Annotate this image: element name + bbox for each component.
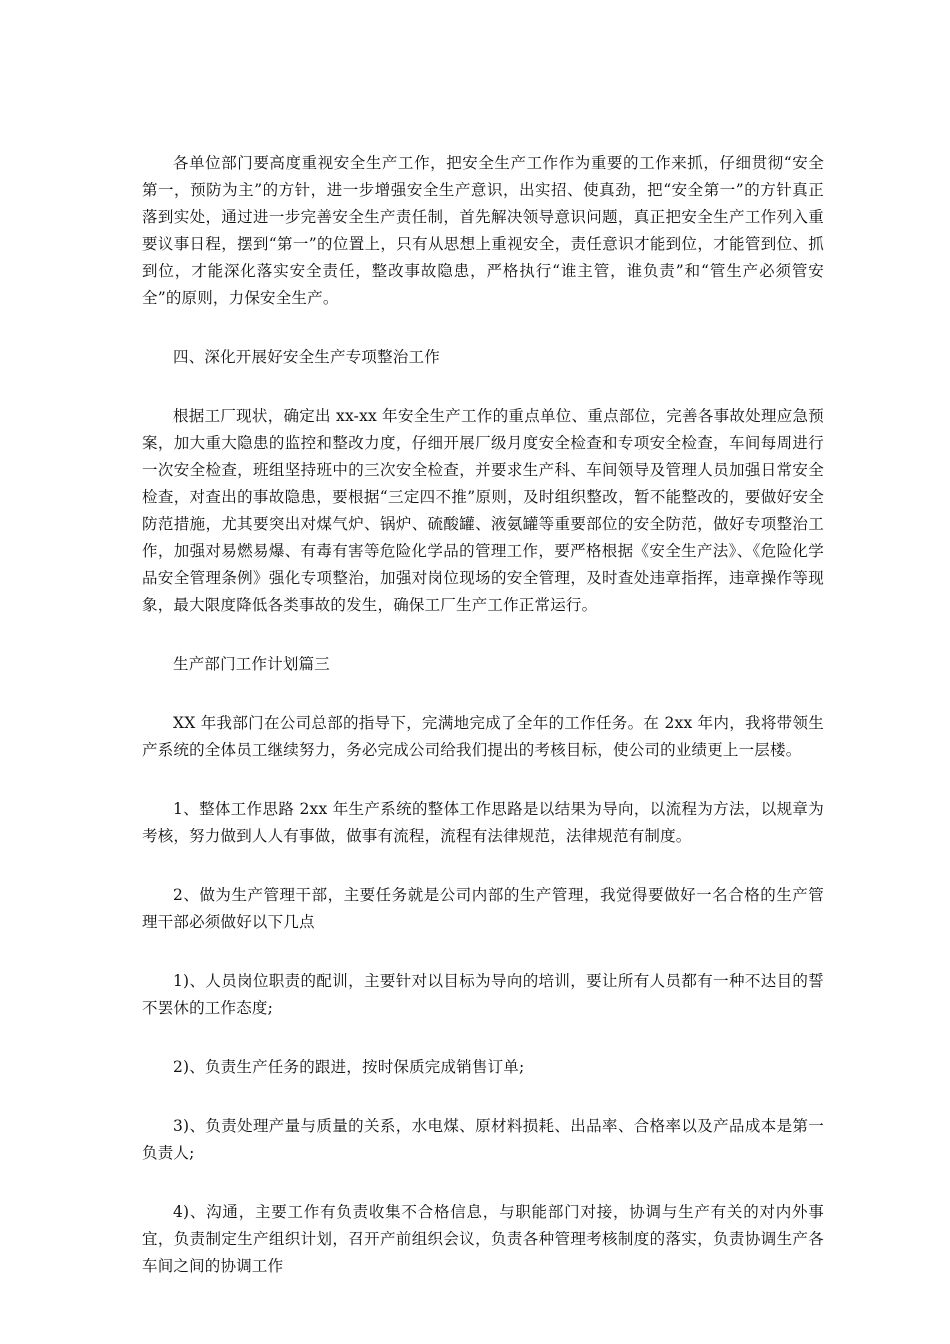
section-heading-special-rectification: 四、深化开展好安全生产专项整治工作 (173, 348, 440, 366)
document-body (142, 150, 824, 1312)
paragraph-special-rectification: 根据工厂现状，确定出 xx-xx 年安全生产工作的重点单位、重点部位，完善各事故处理应急预案，加大重大隐患的监控和整改力度，仔细开展厂级月度安全检查和专项安全检查，车间每周进行一次安全检查，班组坚持班中的三次安全检查，并要求生产科、车间领导及管理人员加强日常安全检查，对查出的事故隐患，要根据“三定四不推”原则，及时组织整改，暂不能整改的，要做好安全防范措施，尤其要突出对煤气炉、锅炉、硫酸罐、液氨罐等重要部位的安全防范，做好专项整治工作，加强对易燃易爆、有毒有害等危险化学品的管理工作，要严格根据《安全生产法》、《危险化学品安全管理条例》强化专项整治，加强对岗位现场的安全管理，及时查处违章指挥，违章操作等现象，最大限度降低各类事故的发生，确保工厂生产工作正常运行。 (142, 407, 824, 614)
paragraph-plan-intro: XX 年我部门在公司总部的指导下，完满地完成了全年的工作任务。在 2xx 年内，我将带领生产系统的全体员工继续努力，务必完成公司给我们提出的考核目标，使公司的业绩更上一层楼。 (142, 714, 824, 759)
section-heading-plan-part-three: 生产部门工作计划篇三 (173, 655, 331, 673)
paragraph-management-duties: 2、做为生产管理干部，主要任务就是公司内部的生产管理，我觉得要做好一名合格的生产管理干部必须做好以下几点 (142, 886, 824, 931)
list-item-quality-output: 3)、负责处理产量与质量的关系，水电煤、原材料损耗、出品率、合格率以及产品成本是第一负责人; (142, 1117, 824, 1162)
paragraph-overall-approach: 1、整体工作思路 2xx 年生产系统的整体工作思路是以结果为导向，以流程为方法，以规章为考核，努力做到人人有事做，做事有流程，流程有法律规范，法律规范有制度。 (142, 800, 824, 845)
list-item-training: 1)、人员岗位职责的配训，主要针对以目标为导向的培训，要让所有人员都有一种不达目的誓不罢休的工作态度; (142, 972, 824, 1017)
paragraph-safety-awareness: 各单位部门要高度重视安全生产工作，把安全生产工作作为重要的工作来抓，仔细贯彻“安全第一，预防为主”的方针，进一步增强安全生产意识，出实招、使真劲，把“安全第一”的方针真正落到实处，通过进一步完善安全生产责任制，首先解决领导意识问题，真正把安全生产工作列入重要议事日程，摆到“第一”的位置上，只有从思想上重视安全，责任意识才能到位，才能管到位、抓到位，才能深化落实安全责任，整改事故隐患，严格执行“谁主管，谁负责”和“管生产必须管安全”的原则，力保安全生产。 (142, 154, 824, 307)
list-item-order-follow-up: 2)、负责生产任务的跟进，按时保质完成销售订单; (173, 1058, 525, 1076)
list-item-communication: 4)、沟通，主要工作有负责收集不合格信息，与职能部门对接，协调与生产有关的对内外事宜，负责制定生产组织计划，召开产前组织会议，负责各种管理考核制度的落实，负责协调生产各车间之间的协调工作 (142, 1203, 824, 1275)
